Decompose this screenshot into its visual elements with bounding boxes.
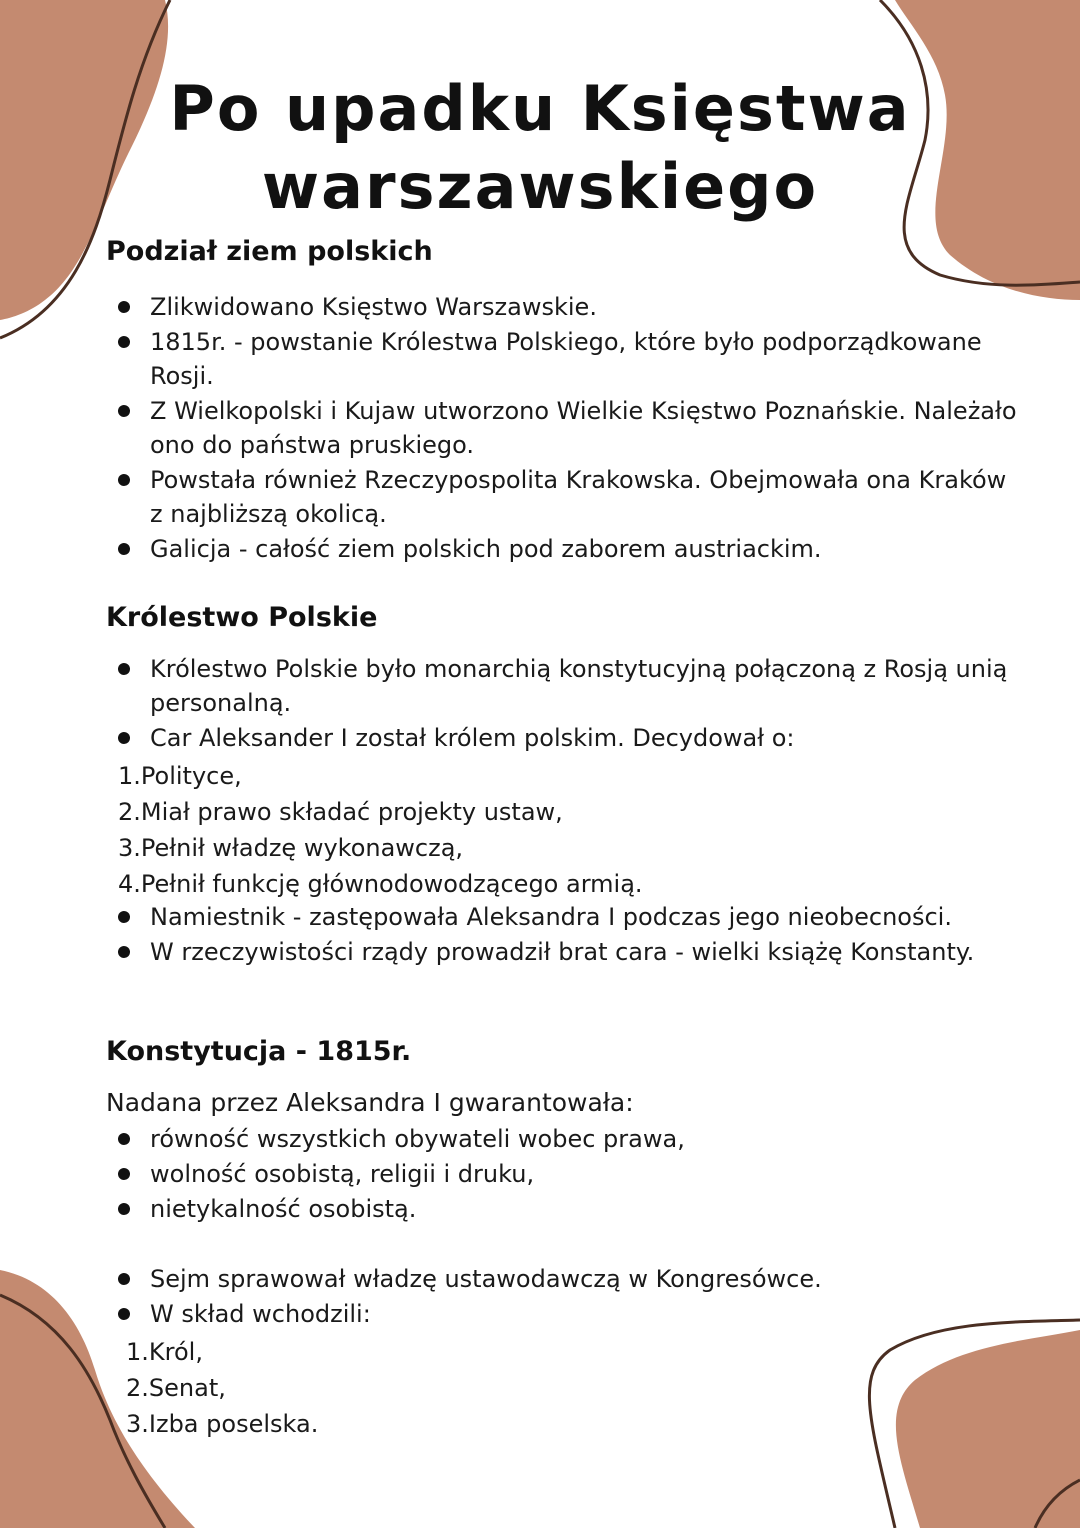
list-item: 1.Król, <box>126 1338 203 1366</box>
list-item: 2.Senat, <box>126 1374 226 1402</box>
list-item: 2.Miał prawo składać projekty ustaw, <box>118 798 563 826</box>
list-item: 1.Polityce, <box>118 762 242 790</box>
numbered-list-sejm <box>126 1334 318 1442</box>
list-item: Sejm sprawował władzę ustawodawczą w Kongresówce. <box>118 1262 1018 1296</box>
numbered-list-car <box>118 758 643 902</box>
bullet-list-podzial <box>118 290 1018 567</box>
section-heading-konstytucja: Konstytucja - 1815r. <box>106 1036 412 1067</box>
bullet-list-konstytucja <box>118 1122 1018 1227</box>
list-item: wolność osobistą, religii i druku, <box>118 1157 1018 1191</box>
bullet-list-krolestwo <box>118 652 1018 756</box>
list-item: Galicja - całość ziem polskich pod zaborem austriackim. <box>118 532 1018 566</box>
list-item: Z Wielkopolski i Kujaw utworzono Wielkie Księstwo Poznańskie. Należało ono do państwa pruskiego. <box>118 394 1018 462</box>
list-item: Powstała również Rzeczypospolita Krakowska. Obejmowała ona Kraków z najbliższą okolicą. <box>118 463 1018 531</box>
list-item: 1815r. - powstanie Królestwa Polskiego, które było podporządkowane Rosji. <box>118 325 1018 393</box>
list-item: W rzeczywistości rządy prowadził brat cara - wielki książę Konstanty. <box>118 935 1018 969</box>
list-item: Car Aleksander I został królem polskim. Decydował o: <box>118 721 1018 755</box>
section-heading-podzial: Podział ziem polskich <box>106 236 433 267</box>
list-item: Namiestnik - zastępowała Aleksandra I podczas jego nieobecności. <box>118 900 1018 934</box>
bullet-list-sejm <box>118 1262 1018 1332</box>
section-heading-krolestwo: Królestwo Polskie <box>106 602 378 633</box>
list-item: Królestwo Polskie było monarchią konstytucyjną połączoną z Rosją unią personalną. <box>118 652 1018 720</box>
list-item: równość wszystkich obywateli wobec prawa, <box>118 1122 1018 1156</box>
page-title-line-2: warszawskiego <box>261 150 819 223</box>
page-title-line-1: Po upadku Księstwa <box>169 72 911 145</box>
list-item: nietykalność osobistą. <box>118 1192 1018 1226</box>
list-item: 3.Pełnił władzę wykonawczą, <box>118 834 464 862</box>
list-item: 4.Pełnił funkcję głównodowodzącego armią. <box>118 870 643 898</box>
bullet-list-namiestnik <box>118 900 1018 970</box>
list-item: W skład wchodzili: <box>118 1297 1018 1331</box>
konstytucja-intro: Nadana przez Aleksandra I gwarantowała: <box>106 1088 634 1117</box>
list-item: 3.Izba poselska. <box>126 1410 319 1438</box>
list-item: Zlikwidowano Księstwo Warszawskie. <box>118 290 1018 324</box>
